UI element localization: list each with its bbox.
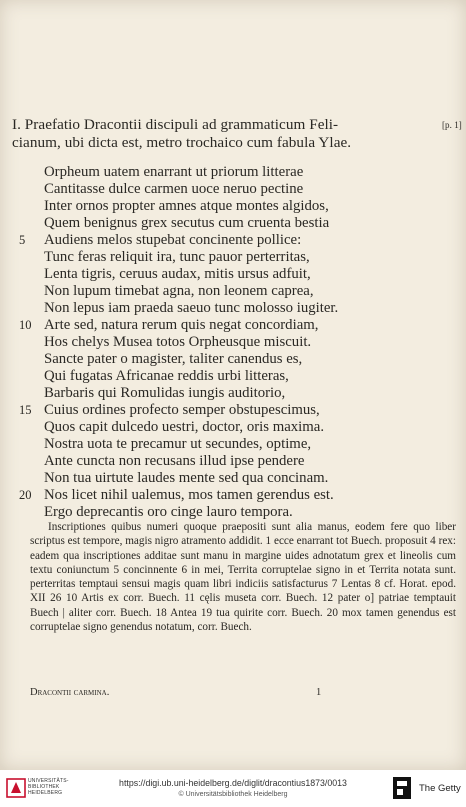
poem-line <box>0 300 466 317</box>
verse-text: Sancte pater o magister, taliter canendus es, <box>44 351 303 367</box>
poem-line <box>0 402 466 419</box>
poem-line <box>0 215 466 232</box>
verse-text: Audiens melos stupebat concinente pollice: <box>44 232 302 248</box>
verse-text: Non lepus iam praeda saeuo tunc molosso iugiter. <box>44 300 339 316</box>
verse-text: Non lupum timebat agna, non leonem caprea, <box>44 283 314 299</box>
verse-text: Non tua uirtute laudes mente sed qua concinam. <box>44 470 329 486</box>
heading-line-2: cianum, ubi dicta est, metro trochaico cum fabula Ylae. <box>12 134 352 151</box>
verse-text: Barbaris qui Romulidas iungis auditorio, <box>44 385 286 401</box>
verse-text: Qui fugatas Africanae reddis urbi litteras, <box>44 368 289 384</box>
poem-line <box>0 351 466 368</box>
line-number: 5 <box>19 233 26 247</box>
verse-text: Nos licet nihil ualemus, mos tamen gerendus est. <box>44 487 334 503</box>
copyright-notice: © Universitätsbibliothek Heidelberg <box>178 791 288 798</box>
library-name: UNIVERSITÄTS-BIBLIOTHEK HEIDELBERG <box>28 778 69 796</box>
line-number: 20 <box>19 488 32 502</box>
poem-line <box>0 334 466 351</box>
line-number: 10 <box>19 318 32 332</box>
poem-line <box>0 487 466 504</box>
page-footer <box>30 686 434 700</box>
critical-apparatus <box>30 520 456 634</box>
getty-partner-link[interactable]: The Getty <box>419 783 461 794</box>
verse-text: Nostra uota te precamur ut secundes, optime, <box>44 436 312 452</box>
getty-logo-icon <box>393 777 411 799</box>
poem-line <box>0 164 466 181</box>
poem-line <box>0 504 466 521</box>
verse-text: Ergo deprecantis oro cinge lauro tempora. <box>44 504 293 520</box>
poem-line <box>0 470 466 487</box>
line-number: 15 <box>19 403 32 417</box>
viewer-footer-bar <box>0 770 466 807</box>
verse-text: Arte sed, natura rerum quis negat concordiam, <box>44 317 319 333</box>
verse-text: Quem benignus grex secutus cum cruenta bestia <box>44 215 330 231</box>
verse-text: Ante cuncta non recusans illud ipse pendere <box>44 453 305 469</box>
poem-text <box>0 164 466 521</box>
poem-line <box>0 198 466 215</box>
verse-text: Quos capit dulcedo uestri, doctor, oris maxima. <box>44 419 325 435</box>
page-reference: [p. 1] <box>442 120 462 130</box>
poem-line <box>0 453 466 470</box>
poem-line <box>0 436 466 453</box>
running-title: Dracontii carmina. <box>30 687 110 698</box>
poem-line <box>0 232 466 249</box>
poem-line <box>0 368 466 385</box>
verse-text: Tunc feras reliquit ira, tunc pauor perterritas, <box>44 249 310 265</box>
page-url-link[interactable]: https://digi.ub.uni-heidelberg.de/diglit/dracontius1873/0013 <box>119 778 347 788</box>
signature-mark: 1 <box>316 687 322 698</box>
verse-text: Hos chelys Musea totos Orpheusque miscuit. <box>44 334 312 350</box>
section-heading <box>12 116 464 152</box>
poem-line <box>0 283 466 300</box>
verse-text: Cantitasse dulce carmen uoce neruo pectine <box>44 181 304 197</box>
heading-line-1: I. Praefatio Dracontii discipuli ad grammaticum Feli- <box>12 116 339 133</box>
poem-line <box>0 385 466 402</box>
verse-text: Lenta tigris, ceruus audax, mitis ursus adfuit, <box>44 266 311 282</box>
apparatus-text: Inscriptiones quibus numeri quoque praepositi sunt alia manus, eodem fere quo liber scriptus est tempore, magis nigro atramento addidit. 1 ecce enarrant tot Buech. proposuit 4 rex: eadem qua inscriptiones additae sunt manu in margine uides adnotatum grex et lineolis cum textu coniunctum 5 concinnente 6 in mei, Territa corruptelae signo in et Territa notata sunt. perterritas temptaui sensui magis quam libri indiciis satisfacturus 7 Lentas 8 cf. Horat. epod. XII 26 10 Artis ex corr. Buech. 11 cęlis museta corr. Buech. 12 pater o] patriae temptauit Buech | aliter corr. Buech. 18 Antea 19 tua quirite corr. Buech. 20 mox tamen genendus est corruptelae signo genendus notatum, corr. Buech. <box>30 521 456 634</box>
poem-line <box>0 249 466 266</box>
poem-line <box>0 419 466 436</box>
verse-text: Orpheum uatem enarrant ut priorum litterae <box>44 164 304 180</box>
poem-line <box>0 317 466 334</box>
verse-text: Inter ornos propter amnes atque montes algidos, <box>44 198 329 214</box>
verse-text: Cuius ordines profecto semper obstupescimus, <box>44 402 320 418</box>
poem-line <box>0 181 466 198</box>
poem-line <box>0 266 466 283</box>
